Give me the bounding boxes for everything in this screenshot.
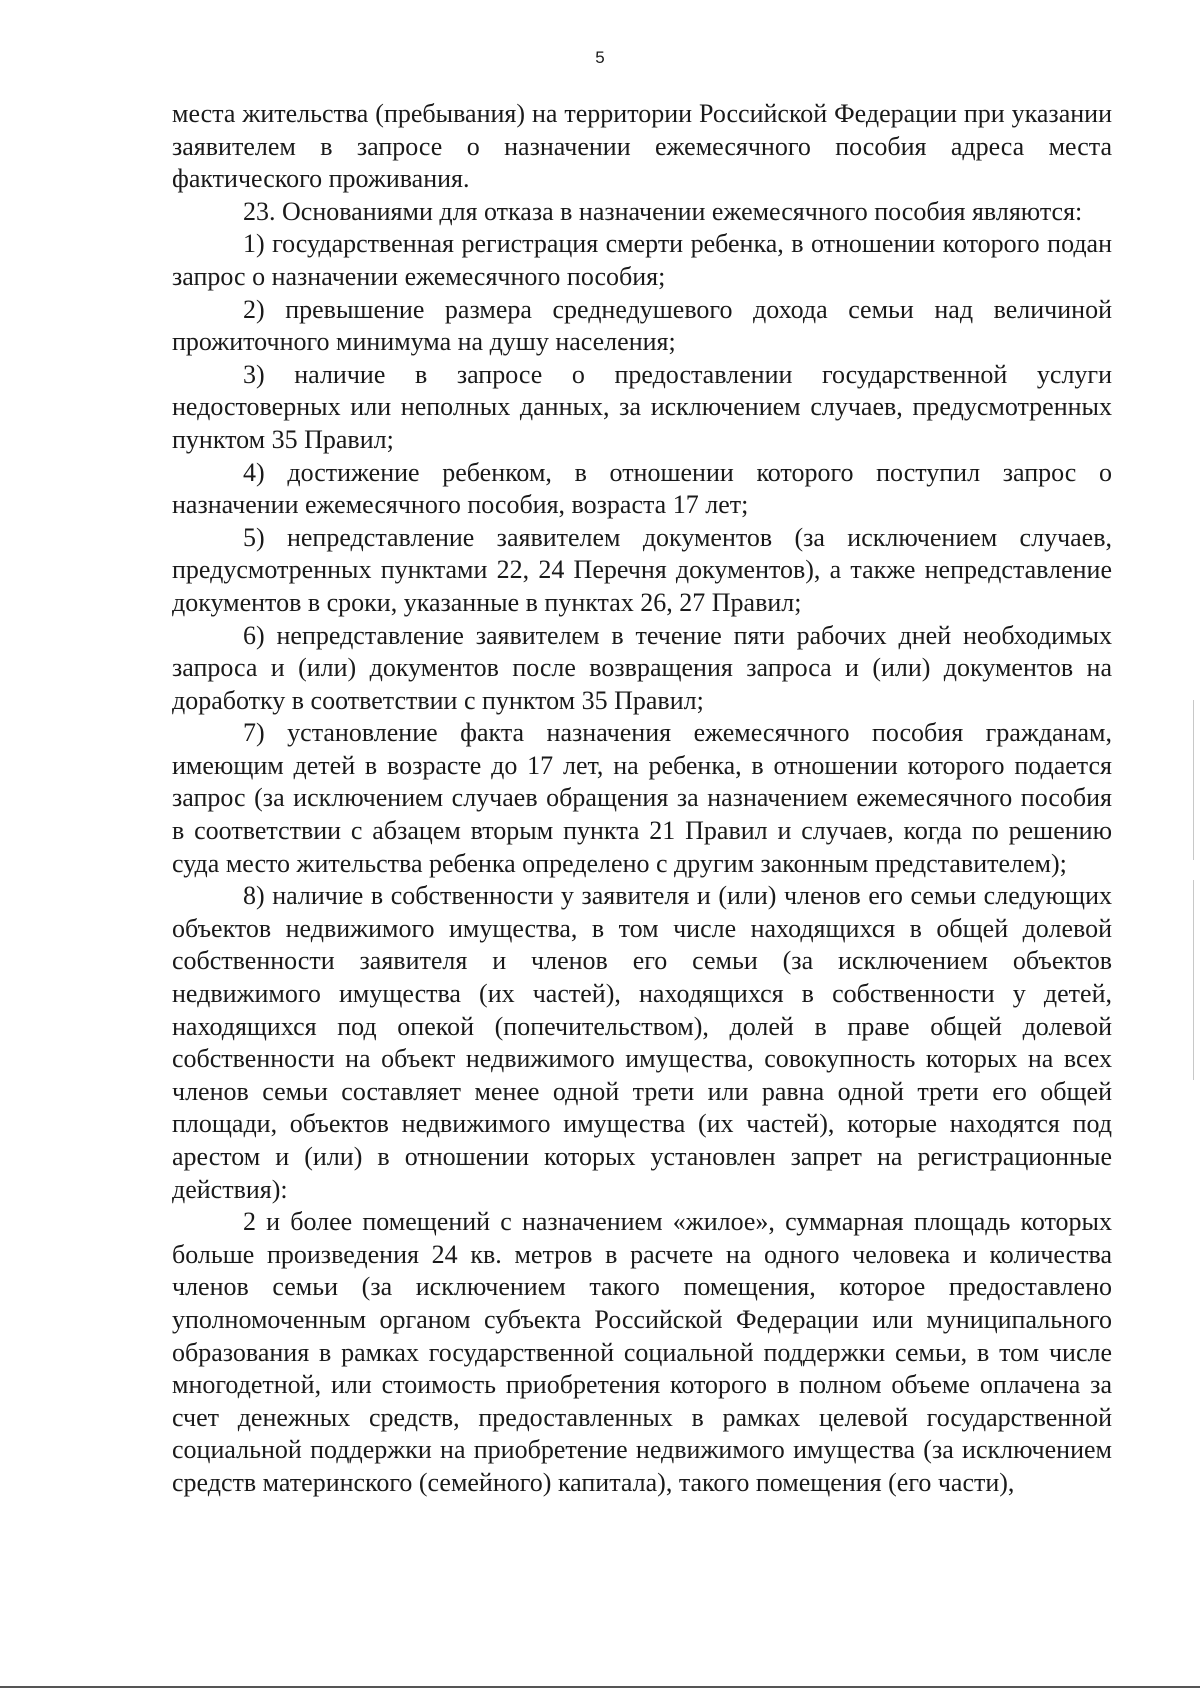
- page-number: 5: [595, 48, 605, 67]
- paragraph-item-8-detail: 2 и более помещений с назначением «жилое», суммарная площадь которых больше произведения 24 кв. метров в расчете на одного человека и количества членов семьи (за исключением такого помещения, которое предоставлено уполномоченным органом субъекта Российской Федерации или муниципального образования в рамках государственной социальной поддержки семьи, в том числе многодетной, или стоимость приобретения которого в полном объеме оплачена за счет денежных средств, предоставленных в рамках целевой государственной социальной поддержки на приобретение недвижимого имущества (за исключением средств материнского (семейного) капитала), такого помещения (его части),: [172, 1207, 1112, 1497]
- paragraph-item-4: 4) достижение ребенком, в отношении которого поступил запрос о назначении ежемесячного пособия, возраста 17 лет;: [172, 457, 1112, 520]
- scan-artifact-line: [1193, 700, 1194, 860]
- page-bottom-border: [0, 1686, 1200, 1688]
- scan-artifact-line: [1193, 880, 1194, 1080]
- paragraph-item-6: 6) непредставление заявителем в течение пяти рабочих дней необходимых запроса и (или) документов после возвращения запроса и (или) документов на доработку в соответствии с пунктом 35 Правил;: [172, 620, 1112, 715]
- paragraph-23: 23. Основаниями для отказа в назначении ежемесячного пособия являются:: [243, 196, 1083, 226]
- paragraph-item-8: 8) наличие в собственности у заявителя и (или) членов его семьи следующих объектов недвижимого имущества, в том числе находящихся в общей долевой собственности заявителя и членов его семьи (за исключением объектов недвижимого имущества (их частей), находящихся в собственности у детей, находящихся под опекой (попечительством), долей в праве общей долевой собственности на объект недвижимого имущества, совокупность которых на всех членов семьи составляет менее одной трети или равна одной трети его общей площади, объектов недвижимого имущества (их частей), которые находятся под арестом и (или) в отношении которых установлен запрет на регистрационные действия):: [172, 881, 1112, 1204]
- paragraph-item-1: 1) государственная регистрация смерти ребенка, в отношении которого подан запрос о назначении ежемесячного пособия;: [172, 229, 1112, 291]
- paragraph-continuation: места жительства (пребывания) на территории Российской Федерации при указании заявителем в запросе о назначении ежемесячного пособия адреса места фактического проживания.: [172, 99, 1112, 194]
- paragraph-item-2: 2) превышение размера среднедушевого дохода семьи над величиной прожиточного минимума на душу населения;: [172, 294, 1112, 357]
- document-body: [172, 98, 1112, 1500]
- paragraph-item-5: 5) непредставление заявителем документов (за исключением случаев, предусмотренных пунктами 22, 24 Перечня документов), а также непредставление документов в сроки, указанные в пунктах 26, 27 Правил;: [172, 522, 1112, 617]
- paragraph-item-3: 3) наличие в запросе о предоставлении государственной услуги недостоверных или неполных данных, за исключением случаев, предусмотренных пунктом 35 Правил;: [172, 359, 1112, 454]
- paragraph-item-7: 7) установление факта назначения ежемесячного пособия гражданам, имеющим детей в возрасте до 17 лет, на ребенка, в отношении которого подается запрос (за исключением случаев обращения за назначением ежемесячного пособия в соответствии с абзацем вторым пункта 21 Правил и случаев, когда по решению суда место жительства ребенка определено с другим законным представителем);: [172, 718, 1112, 878]
